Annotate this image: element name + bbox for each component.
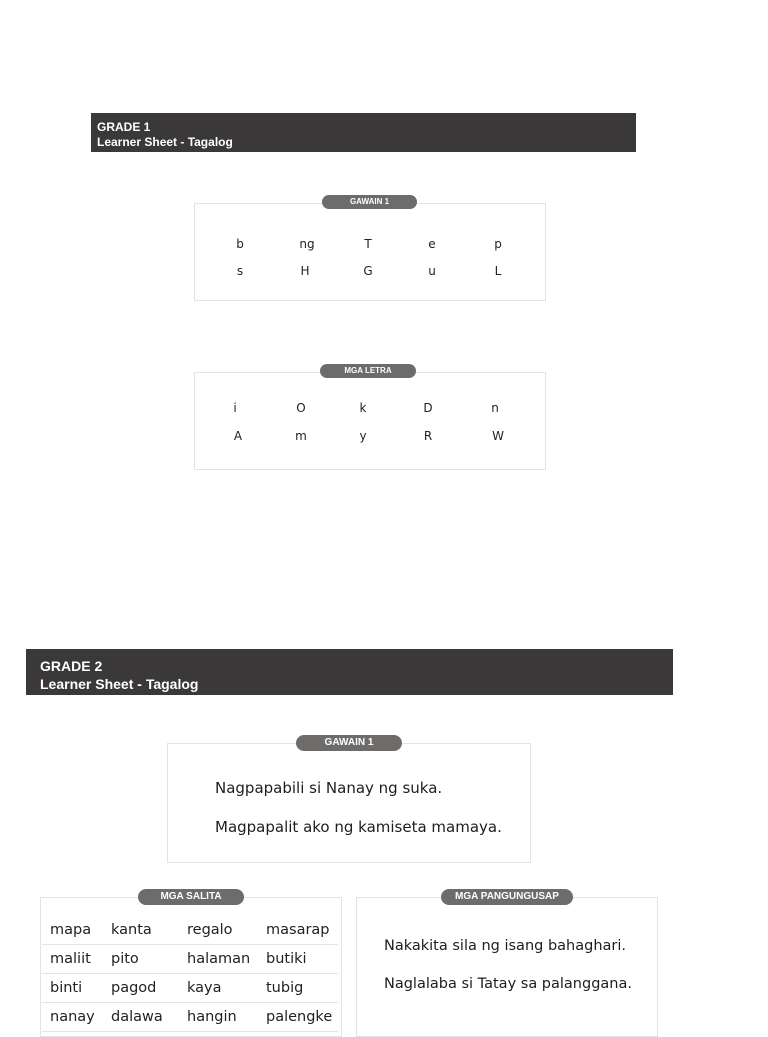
grade2-header — [26, 649, 673, 695]
letter-cell: p — [494, 237, 502, 251]
letter-cell: A — [233, 429, 243, 443]
grade1-subtitle: Learner Sheet - Tagalog — [97, 135, 233, 149]
grade1-letra-label: MGA LETRA — [320, 364, 416, 378]
sentence: Naglalaba si Tatay sa palanggana. — [384, 976, 632, 992]
word-cell: mapa — [42, 916, 103, 945]
table-row — [42, 916, 338, 945]
word-table — [42, 916, 338, 1032]
word-cell: kanta — [103, 916, 179, 945]
grade2-pangungusap-box — [356, 897, 658, 1037]
letter-cell: ng — [299, 237, 315, 251]
word-cell: tubig — [258, 974, 338, 1003]
grade1-title: GRADE 1 — [97, 120, 151, 134]
word-cell: hangin — [179, 1003, 258, 1032]
table-row — [42, 945, 338, 974]
word-cell: butiki — [258, 945, 338, 974]
letter-cell: O — [296, 401, 306, 415]
word-cell: dalawa — [103, 1003, 179, 1032]
table-row — [42, 974, 338, 1003]
grade1-gawain-box — [194, 203, 546, 301]
word-cell: binti — [42, 974, 103, 1003]
word-cell: pagod — [103, 974, 179, 1003]
letter-cell: k — [359, 401, 367, 415]
letter-cell: y — [359, 429, 367, 443]
letter-cell: n — [491, 401, 499, 415]
sentence: Nakakita sila ng isang bahaghari. — [384, 938, 626, 954]
letter-cell: s — [236, 264, 244, 278]
letter-cell: i — [233, 401, 237, 415]
word-cell: nanay — [42, 1003, 103, 1032]
letter-cell: m — [295, 429, 307, 443]
sentence: Nagpapabili si Nanay ng suka. — [215, 779, 443, 797]
letter-cell: H — [300, 264, 310, 278]
grade2-gawain-label: GAWAIN 1 — [296, 735, 402, 751]
letter-cell: b — [236, 237, 244, 251]
letter-cell: e — [428, 237, 436, 251]
grade2-title: GRADE 2 — [40, 658, 103, 674]
grade1-letra-box — [194, 372, 546, 470]
word-cell: maliit — [42, 945, 103, 974]
grade2-salita-label: MGA SALITA — [138, 889, 244, 905]
sentence: Magpapalit ako ng kamiseta mamaya. — [215, 818, 502, 836]
grade1-gawain-label: GAWAIN 1 — [322, 195, 417, 209]
letter-cell: R — [423, 429, 433, 443]
letter-cell: W — [492, 429, 504, 443]
grade1-header — [91, 113, 636, 152]
word-cell: masarap — [258, 916, 338, 945]
grade2-gawain-box — [167, 743, 531, 863]
word-cell: palengke — [258, 1003, 338, 1032]
letter-cell: T — [364, 237, 372, 251]
grade2-subtitle: Learner Sheet - Tagalog — [40, 675, 199, 692]
word-cell: kaya — [179, 974, 258, 1003]
grade2-pangungusap-label: MGA PANGUNGUSAP — [441, 889, 573, 905]
word-cell: halaman — [179, 945, 258, 974]
word-cell: pito — [103, 945, 179, 974]
letter-cell: L — [494, 264, 502, 278]
letter-cell: D — [423, 401, 433, 415]
table-row — [42, 1003, 338, 1032]
word-cell: regalo — [179, 916, 258, 945]
letter-cell: G — [363, 264, 373, 278]
grade2-salita-box — [40, 897, 342, 1037]
letter-cell: u — [428, 264, 436, 278]
